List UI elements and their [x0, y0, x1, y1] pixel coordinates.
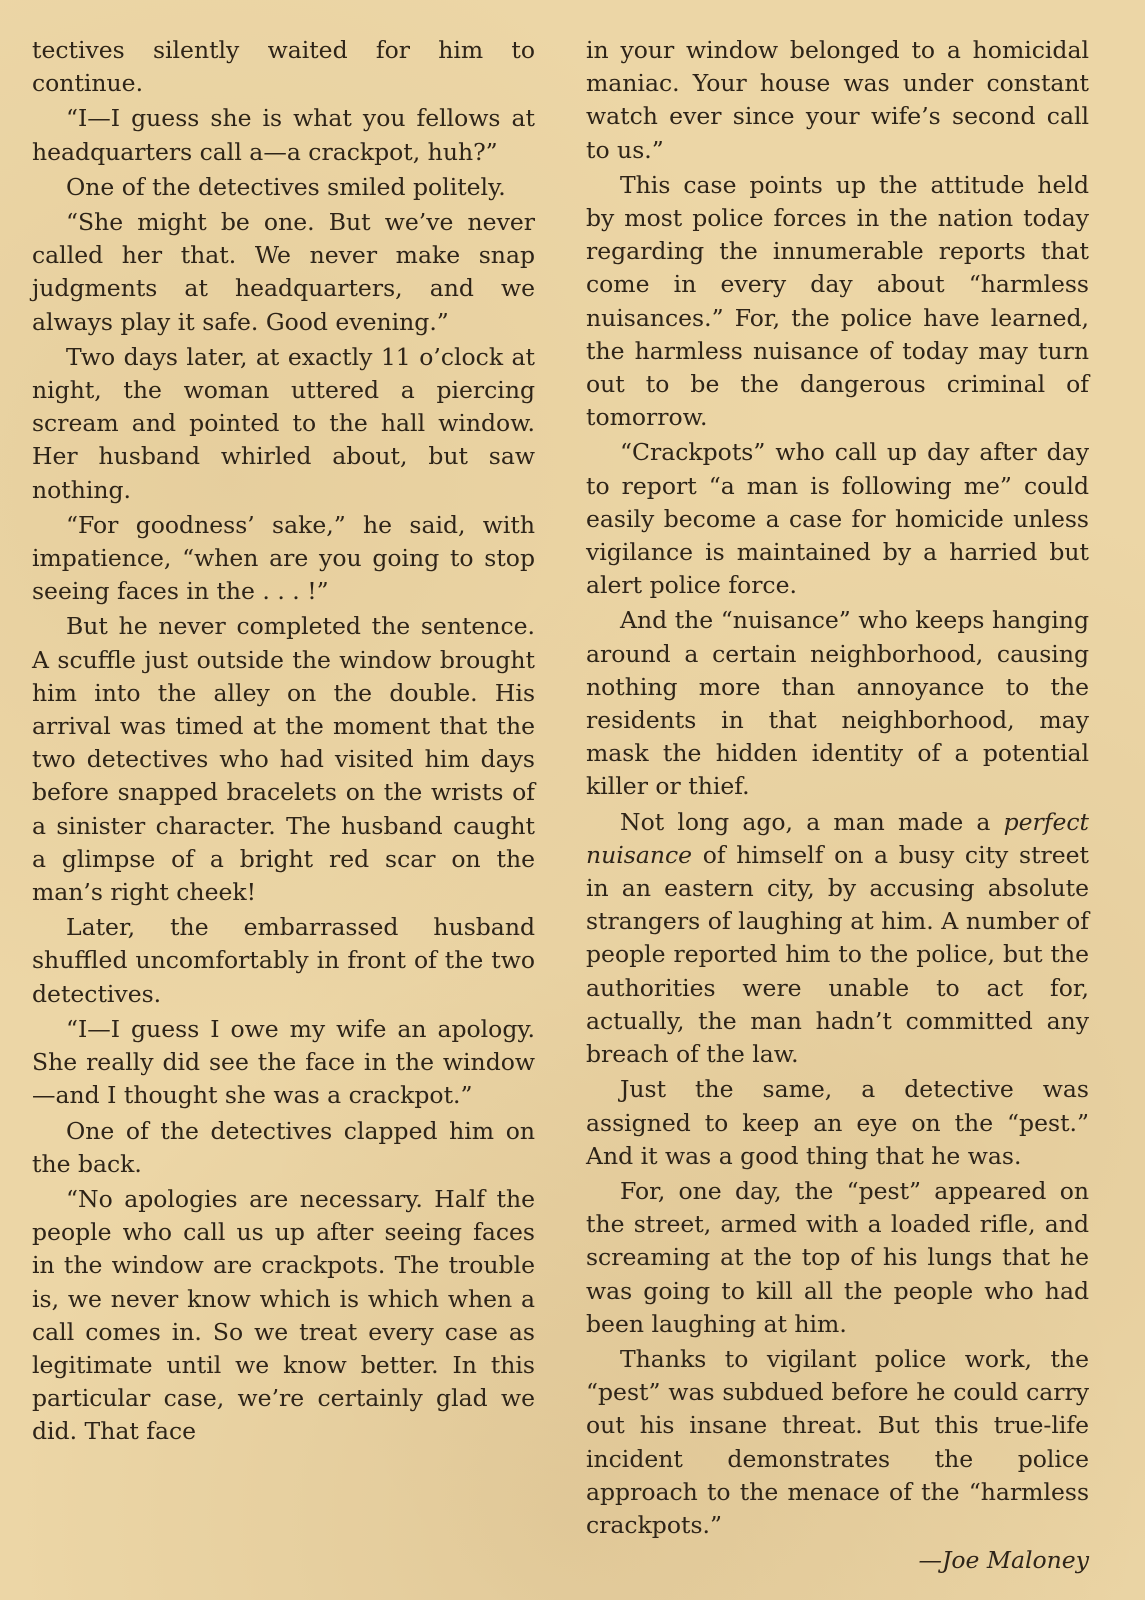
paragraph: “No apologies are necessary. Half the people who call us up after seeing faces in the window are crackpots. The trouble is, we never know which is which when a call comes in. So we treat every case as legitimate until we know better. In this particular case, we’re certainly glad we did. That face	[32, 1184, 535, 1446]
paragraph: “Crackpots” who call up day after day to report “a man is following me” could easily become a case for homicide unless vigilance is maintained by a harried but alert police force.	[586, 438, 1089, 600]
paragraph: Thanks to vigilant police work, the “pest” was subdued before he could carry out his insane threat. But this true-life incident demonstrates the police approach to the menace of the “harmless crackpots.”	[586, 1344, 1089, 1539]
paragraph: Just the same, a detective was assigned to keep an eye on the “pest.” And it was a good thing that he was.	[586, 1075, 1089, 1170]
paragraph	[586, 806, 1089, 1072]
paragraph: But he never completed the sentence. A scuffle just outside the window brought him into the alley on the double. His arrival was timed at the moment that the two detectives who had visited him days before snapped bracelets on the wrists of a sinister character. The husband caught a glimpse of a bright red scar on the man’s right cheek!	[32, 612, 535, 907]
paragraph: “I—I guess she is what you fellows at headquarters call a—a crackpot, huh?”	[32, 104, 535, 166]
paragraph: One of the detectives smiled politely.	[66, 172, 506, 201]
paragraph: For, one day, the “pest” appeared on the street, armed with a loaded rifle, and screaming at the top of his lungs that he was going to kill all the people who had been laughing at him.	[586, 1176, 1089, 1338]
author-signature: —Joe Maloney	[918, 1546, 1089, 1575]
paragraph: “She might be one. But we’ve never called her that. We never make snap judgments at headquarters, and we always play it safe. Good evening.”	[32, 208, 535, 336]
paragraph: This case points up the attitude held by most police forces in the nation today regarding the innumerable reports that come in every day about “harmless nuisances.” For, the police have learned, the harmless nuisance of today may turn out to be the dangerous criminal of tomorrow.	[586, 170, 1089, 432]
paragraph: One of the detectives clapped him on the back.	[32, 1116, 535, 1178]
paragraph: Later, the embarrassed husband shuffled uncomfortably in front of the two detectives.	[32, 913, 535, 1008]
paragraph: “I—I guess I owe my wife an apology. She really did see the face in the window—and I thought she was a crackpot.”	[32, 1014, 535, 1110]
paragraph-text-start: Not long ago, a man made a	[620, 807, 1004, 836]
paragraph: Two days later, at exactly 11 o’clock at night, the woman uttered a piercing scream and pointed to the hall window. Her husband whirled about, but saw nothing.	[32, 342, 535, 504]
paragraph: in your window belonged to a homicidal maniac. Your house was under constant watch ever since your wife’s second call to us.”	[586, 36, 1089, 164]
paragraph: tectives silently waited for him to continue.	[32, 36, 535, 98]
paragraph: “For goodness’ sake,” he said, with impatience, “when are you going to stop seeing faces in the . . . !”	[32, 510, 535, 606]
left-column	[32, 34, 535, 1451]
right-column	[586, 34, 1089, 1579]
paragraph: And the “nuisance” who keeps hanging around a certain neighborhood, causing nothing more than annoyance to the residents in that neighborhood, may mask the hidden identity of a potential killer or thief.	[586, 606, 1089, 801]
italic-phrase: perfect nuisance	[586, 807, 1089, 869]
paragraph-text-end: of himself on a busy city street in an eastern city, by accusing absolute strangers of laughing at him. A number of people reported him to the police, but the authorities were unable to act for, actually, the man hadn’t committed any breach of the law.	[586, 840, 1089, 1069]
